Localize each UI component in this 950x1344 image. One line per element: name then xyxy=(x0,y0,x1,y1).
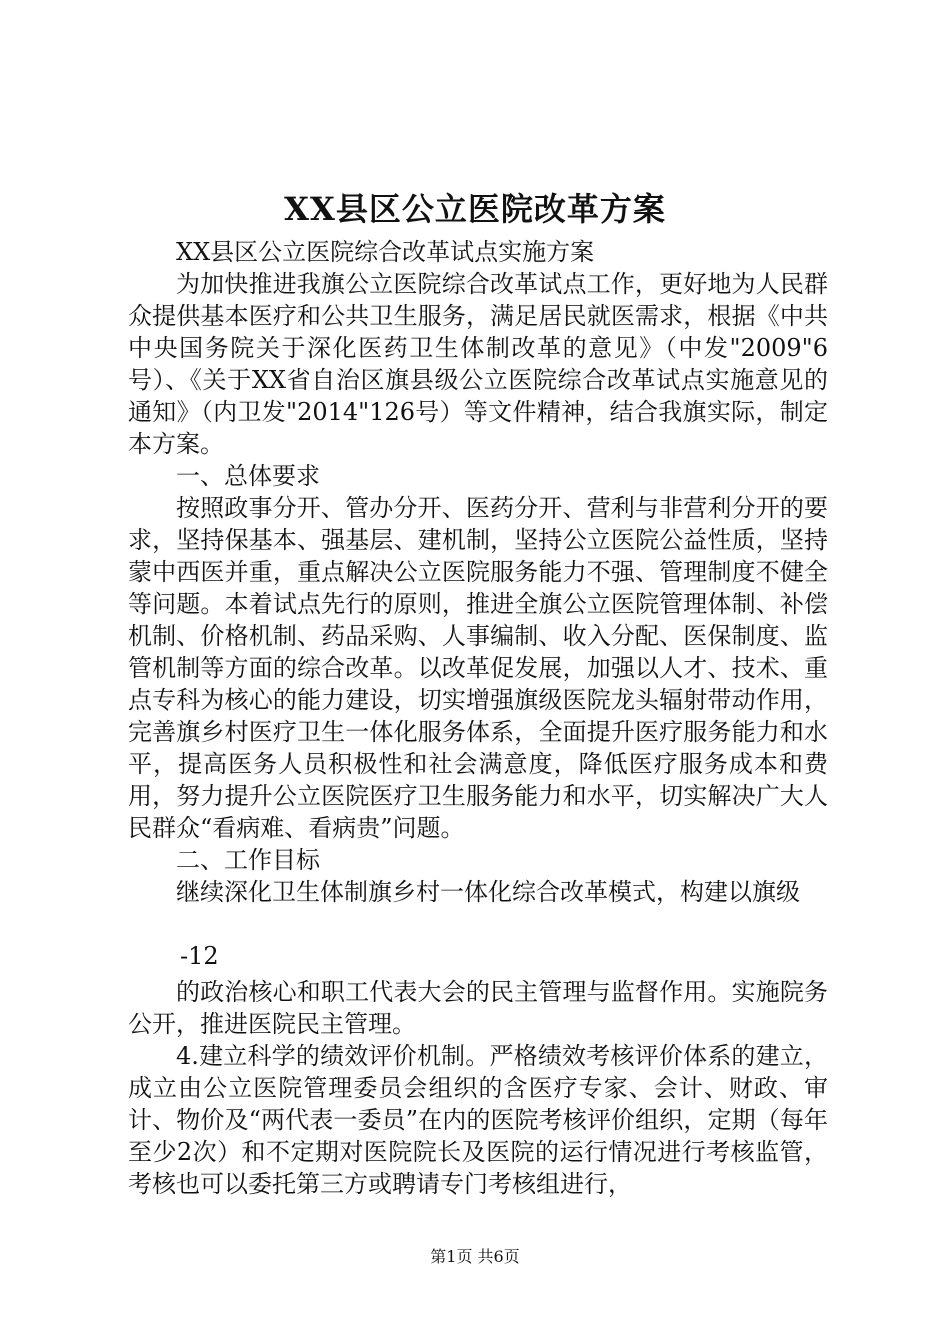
page-footer: 第1页 共6页 xyxy=(430,1247,520,1266)
document-title: XX县区公立医院改革方案 xyxy=(284,190,666,228)
general-requirements-paragraph: 按照政事分开、管办分开、医药分开、营利与非营利分开的要求，坚持保基本、强基层、建机制，坚持公立医院公益性质，坚持蒙中西医并重，重点解决公立医院服务能力不强、管理制度不健全等问题。本着试点先行的原则，推进全旗公立医院管理体制、补偿机制、价格机制、药品采购、人事编制、收入分配、医保制度、监管机制等方面的综合改革。以改革促发展，加强以人才、技术、重点专科为核心的能力建设，切实增强旗级医院龙头辐射带动作用，完善旗乡村医疗卫生一体化服务体系，全面提升医疗服务能力和水平，提高医务人员积极性和社会满意度，降低医疗服务成本和费用，努力提升公立医院医疗卫生服务能力和水平，切实解决广大人民群众“看病难、看病贵”问题。 xyxy=(128,494,828,842)
page-marker: -12 xyxy=(180,942,219,970)
body-block-bottom xyxy=(128,940,828,1200)
subtitle-paragraph: XX县区公立医院综合改革试点实施方案 xyxy=(176,238,595,266)
body-block-top xyxy=(128,236,828,908)
work-goals-paragraph: 继续深化卫生体制旗乡村一体化综合改革模式，构建以旗级 xyxy=(176,878,800,906)
section-heading-work-goals: 二、工作目标 xyxy=(176,846,320,874)
section-heading-general-requirements: 一、总体要求 xyxy=(176,462,320,490)
democratic-management-paragraph: 的政治核心和职工代表大会的民主管理与监督作用。实施院务公开，推进医院民主管理。 xyxy=(128,978,828,1038)
intro-paragraph: 为加快推进我旗公立医院综合改革试点工作，更好地为人民群众提供基本医疗和公共卫生服务，满足居民就医需求，根据《中共中央国务院关于深化医药卫生体制改革的意见》（中发"2009"6号）、《关于XX省自治区旗县级公立医院综合改革试点实施意见的通知》（内卫发"2014"126号）等文件精神，结合我旗实际，制定本方案。 xyxy=(128,270,828,458)
performance-evaluation-paragraph: 4.建立科学的绩效评价机制。严格绩效考核评价体系的建立，成立由公立医院管理委员会组织的含医疗专家、会计、财政、审计、物价及“两代表一委员”在内的医院考核评价组织，定期（每年至少2次）和不定期对医院院长及医院的运行情况进行考核监管，考核也可以委托第三方或聘请专门考核组进行， xyxy=(128,1042,828,1198)
